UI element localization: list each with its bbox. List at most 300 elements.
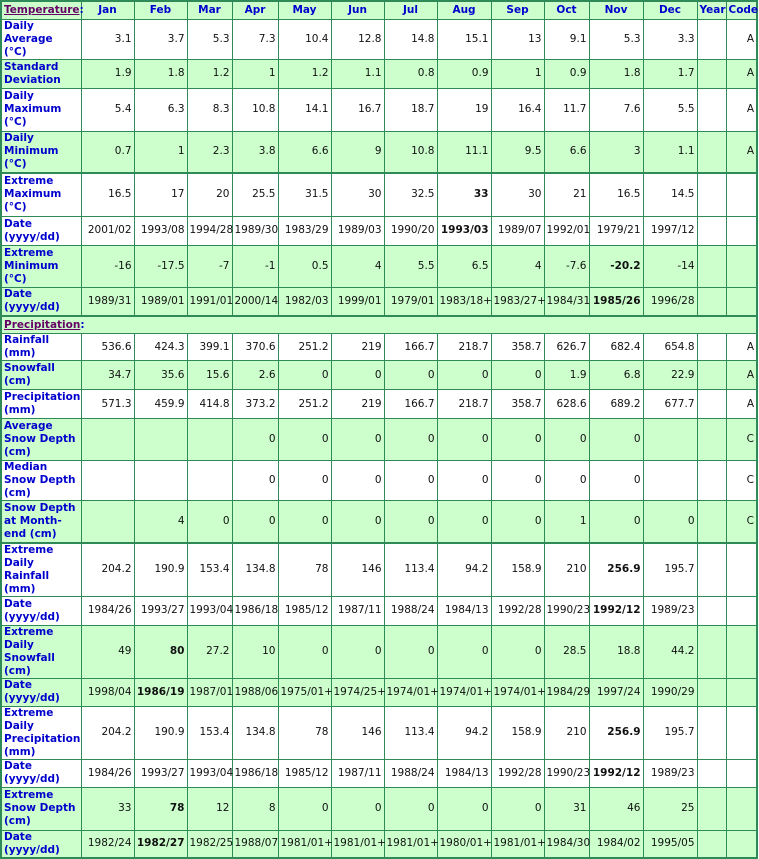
cell-feb: 80 — [134, 625, 187, 678]
cell-jul: 10.8 — [384, 131, 437, 173]
cell-code: A — [726, 19, 757, 59]
cell-sep: 0 — [491, 419, 544, 461]
cell-apr: 1989/30 — [232, 216, 278, 245]
cell-aug: 1984/13 — [437, 596, 491, 625]
cell-code: A — [726, 390, 757, 419]
cell-sep: 1992/28 — [491, 759, 544, 787]
cell-jul: 0 — [384, 361, 437, 390]
cell-year — [697, 245, 726, 287]
cell-year — [697, 461, 726, 501]
cell-year — [697, 390, 726, 419]
section-precipitation-header — [1, 316, 757, 334]
cell-jan: -16 — [81, 245, 134, 287]
cell-dec: 1.1 — [643, 131, 697, 173]
cell-aug: 15.1 — [437, 19, 491, 59]
month-header-dec: Dec — [643, 1, 697, 19]
row-label-daily-average-c: Daily Average (°C) — [1, 19, 81, 59]
cell-feb: 190.9 — [134, 543, 187, 597]
cell-code — [726, 759, 757, 787]
cell-dec: 25 — [643, 787, 697, 830]
cell-nov: 5.3 — [589, 19, 643, 59]
cell-may: 251.2 — [278, 334, 331, 361]
cell-jul: 1979/01 — [384, 287, 437, 316]
cell-code — [726, 678, 757, 706]
cell-dec — [643, 419, 697, 461]
cell-jan: 1989/31 — [81, 287, 134, 316]
cell-year — [697, 131, 726, 173]
cell-feb: 459.9 — [134, 390, 187, 419]
cell-aug: 0 — [437, 787, 491, 830]
cell-jul: 0 — [384, 787, 437, 830]
table-row — [1, 787, 757, 830]
cell-aug: 1974/01+ — [437, 678, 491, 706]
cell-oct: 21 — [544, 173, 589, 216]
cell-jul: 0 — [384, 625, 437, 678]
cell-jun: 9 — [331, 131, 384, 173]
cell-jun: 0 — [331, 787, 384, 830]
cell-apr: 3.8 — [232, 131, 278, 173]
cell-aug: 0 — [437, 625, 491, 678]
cell-code — [726, 245, 757, 287]
colon: : — [79, 3, 84, 16]
table-row — [1, 361, 757, 390]
cell-year — [697, 19, 726, 59]
cell-jan: 5.4 — [81, 88, 134, 131]
cell-jun: 30 — [331, 173, 384, 216]
cell-jul: 1990/20 — [384, 216, 437, 245]
cell-may: 0 — [278, 361, 331, 390]
cell-dec: 1997/12 — [643, 216, 697, 245]
cell-year — [697, 173, 726, 216]
cell-mar: 1993/04 — [187, 759, 232, 787]
cell-dec: 3.3 — [643, 19, 697, 59]
cell-oct: 6.6 — [544, 131, 589, 173]
table-row — [1, 173, 757, 216]
cell-oct: 1984/30 — [544, 830, 589, 858]
cell-feb: 1986/19 — [134, 678, 187, 706]
cell-sep: 158.9 — [491, 543, 544, 597]
cell-jan: 1984/26 — [81, 759, 134, 787]
cell-jan: 204.2 — [81, 543, 134, 597]
cell-feb: 424.3 — [134, 334, 187, 361]
cell-aug: 1983/18+ — [437, 287, 491, 316]
cell-may: 31.5 — [278, 173, 331, 216]
cell-apr: 10 — [232, 625, 278, 678]
cell-feb: 1.8 — [134, 59, 187, 88]
cell-oct: 1 — [544, 501, 589, 543]
cell-aug: 1980/01+ — [437, 830, 491, 858]
row-label-extreme-daily-precipitation-mm: Extreme Daily Precipitation (mm) — [1, 706, 81, 759]
cell-sep: 1983/27+ — [491, 287, 544, 316]
cell-apr: 373.2 — [232, 390, 278, 419]
cell-aug: 6.5 — [437, 245, 491, 287]
cell-sep: 0 — [491, 625, 544, 678]
cell-nov: 0 — [589, 501, 643, 543]
cell-sep: 4 — [491, 245, 544, 287]
cell-oct: 1992/01 — [544, 216, 589, 245]
cell-aug: 0 — [437, 419, 491, 461]
cell-mar: 1994/28 — [187, 216, 232, 245]
cell-apr: 0 — [232, 501, 278, 543]
cell-sep: 1989/07 — [491, 216, 544, 245]
cell-nov: 3 — [589, 131, 643, 173]
cell-jul: 1974/01+ — [384, 678, 437, 706]
cell-aug: 0 — [437, 361, 491, 390]
cell-code — [726, 216, 757, 245]
cell-aug: 94.2 — [437, 543, 491, 597]
header-row — [1, 1, 757, 19]
row-label-extreme-snow-depth-cm: Extreme Snow Depth (cm) — [1, 787, 81, 830]
cell-may: 0 — [278, 787, 331, 830]
cell-feb: 78 — [134, 787, 187, 830]
cell-jun: 1981/01+ — [331, 830, 384, 858]
cell-jul: 1988/24 — [384, 759, 437, 787]
cell-dec: 195.7 — [643, 543, 697, 597]
cell-oct: 0 — [544, 419, 589, 461]
cell-may: 6.6 — [278, 131, 331, 173]
cell-sep: 358.7 — [491, 390, 544, 419]
cell-apr: 7.3 — [232, 19, 278, 59]
cell-oct: 11.7 — [544, 88, 589, 131]
cell-may: 251.2 — [278, 390, 331, 419]
cell-nov: 256.9 — [589, 543, 643, 597]
cell-jan: 536.6 — [81, 334, 134, 361]
row-label-extreme-daily-snowfall-cm: Extreme Daily Snowfall (cm) — [1, 625, 81, 678]
cell-nov: 1992/12 — [589, 596, 643, 625]
temperature-link[interactable]: Temperature — [4, 3, 80, 16]
cell-jun: 1987/11 — [331, 759, 384, 787]
cell-nov: 1985/26 — [589, 287, 643, 316]
cell-year — [697, 678, 726, 706]
row-label-rainfall-mm: Rainfall (mm) — [1, 334, 81, 361]
cell-oct: 1984/29 — [544, 678, 589, 706]
cell-year — [697, 334, 726, 361]
table-row — [1, 419, 757, 461]
cell-may: 10.4 — [278, 19, 331, 59]
month-header-jan: Jan — [81, 1, 134, 19]
cell-apr: 134.8 — [232, 706, 278, 759]
cell-jun: 16.7 — [331, 88, 384, 131]
cell-aug: 19 — [437, 88, 491, 131]
cell-apr: 1 — [232, 59, 278, 88]
month-header-jul: Jul — [384, 1, 437, 19]
cell-jun: 12.8 — [331, 19, 384, 59]
row-label-daily-minimum-c: Daily Minimum (°C) — [1, 131, 81, 173]
cell-jan: 49 — [81, 625, 134, 678]
row-label-median-snow-depth-cm: Median Snow Depth (cm) — [1, 461, 81, 501]
cell-oct: 628.6 — [544, 390, 589, 419]
cell-mar: 1982/25 — [187, 830, 232, 858]
table-row — [1, 706, 757, 759]
month-header-sep: Sep — [491, 1, 544, 19]
cell-mar — [187, 419, 232, 461]
cell-mar: 20 — [187, 173, 232, 216]
cell-jan — [81, 461, 134, 501]
cell-may: 0 — [278, 625, 331, 678]
table-row — [1, 245, 757, 287]
row-label-date-yyyy-dd: Date (yyyy/dd) — [1, 216, 81, 245]
section-temperature-header — [1, 1, 84, 19]
cell-nov: 682.4 — [589, 334, 643, 361]
cell-feb — [134, 461, 187, 501]
month-header-aug: Aug — [437, 1, 491, 19]
cell-sep: 0 — [491, 787, 544, 830]
table-row — [1, 390, 757, 419]
cell-apr: 10.8 — [232, 88, 278, 131]
cell-mar: 153.4 — [187, 543, 232, 597]
cell-mar: 15.6 — [187, 361, 232, 390]
cell-nov: 256.9 — [589, 706, 643, 759]
cell-jun: 1999/01 — [331, 287, 384, 316]
cell-oct: 0.9 — [544, 59, 589, 88]
cell-jun: 0 — [331, 461, 384, 501]
cell-jan: 16.5 — [81, 173, 134, 216]
cell-jul: 18.7 — [384, 88, 437, 131]
cell-apr: 2000/14 — [232, 287, 278, 316]
cell-mar: 0 — [187, 501, 232, 543]
cell-dec: 1996/28 — [643, 287, 697, 316]
cell-oct: 626.7 — [544, 334, 589, 361]
cell-may: 0 — [278, 419, 331, 461]
cell-aug: 0.9 — [437, 59, 491, 88]
cell-jul: 113.4 — [384, 706, 437, 759]
cell-jan: 1.9 — [81, 59, 134, 88]
cell-may: 0 — [278, 501, 331, 543]
cell-jan — [81, 419, 134, 461]
cell-jan: 3.1 — [81, 19, 134, 59]
cell-year — [697, 287, 726, 316]
cell-may: 78 — [278, 706, 331, 759]
cell-code — [726, 596, 757, 625]
cell-code: C — [726, 419, 757, 461]
cell-sep: 30 — [491, 173, 544, 216]
cell-jul: 166.7 — [384, 390, 437, 419]
cell-nov: 16.5 — [589, 173, 643, 216]
cell-code: A — [726, 361, 757, 390]
cell-oct: -7.6 — [544, 245, 589, 287]
cell-sep: 1 — [491, 59, 544, 88]
row-label-date-yyyy-dd: Date (yyyy/dd) — [1, 287, 81, 316]
cell-aug: 218.7 — [437, 390, 491, 419]
cell-mar: 1993/04 — [187, 596, 232, 625]
cell-nov: 1997/24 — [589, 678, 643, 706]
cell-may: 1981/01+ — [278, 830, 331, 858]
cell-jan: 34.7 — [81, 361, 134, 390]
cell-oct: 31 — [544, 787, 589, 830]
cell-jul: 113.4 — [384, 543, 437, 597]
row-label-extreme-minimum-c: Extreme Minimum (°C) — [1, 245, 81, 287]
cell-jun: 1987/11 — [331, 596, 384, 625]
cell-code: A — [726, 59, 757, 88]
cell-code: A — [726, 334, 757, 361]
cell-jul: 1988/24 — [384, 596, 437, 625]
cell-aug: 1993/03 — [437, 216, 491, 245]
cell-may: 1985/12 — [278, 596, 331, 625]
cell-year — [697, 59, 726, 88]
cell-jul: 0.8 — [384, 59, 437, 88]
cell-jul: 0 — [384, 501, 437, 543]
cell-dec: 1989/23 — [643, 759, 697, 787]
cell-code: C — [726, 501, 757, 543]
table-row — [1, 830, 757, 858]
cell-year — [697, 759, 726, 787]
cell-dec: 44.2 — [643, 625, 697, 678]
cell-apr: 1986/18 — [232, 596, 278, 625]
row-label-date-yyyy-dd: Date (yyyy/dd) — [1, 596, 81, 625]
table-row — [1, 216, 757, 245]
cell-code: C — [726, 461, 757, 501]
cell-jun: 1989/03 — [331, 216, 384, 245]
cell-feb: 35.6 — [134, 361, 187, 390]
cell-nov: 0 — [589, 461, 643, 501]
cell-dec: 1989/23 — [643, 596, 697, 625]
cell-mar: 27.2 — [187, 625, 232, 678]
cell-mar: 399.1 — [187, 334, 232, 361]
cell-oct: 0 — [544, 461, 589, 501]
cell-year — [697, 787, 726, 830]
cell-nov: 1.8 — [589, 59, 643, 88]
row-label-standard-deviation: Standard Deviation — [1, 59, 81, 88]
cell-nov: 689.2 — [589, 390, 643, 419]
cell-feb: 1993/27 — [134, 596, 187, 625]
cell-jan: 571.3 — [81, 390, 134, 419]
table-row — [1, 287, 757, 316]
cell-jun: 0 — [331, 419, 384, 461]
cell-mar: 1987/01 — [187, 678, 232, 706]
cell-nov: 18.8 — [589, 625, 643, 678]
cell-mar: 1991/01 — [187, 287, 232, 316]
cell-apr: 1986/18 — [232, 759, 278, 787]
cell-year — [697, 419, 726, 461]
cell-sep: 0 — [491, 461, 544, 501]
table-row — [1, 88, 757, 131]
cell-mar: 1.2 — [187, 59, 232, 88]
cell-may: 1.2 — [278, 59, 331, 88]
cell-may: 1975/01+ — [278, 678, 331, 706]
year-header: Year — [697, 1, 726, 19]
cell-sep: 16.4 — [491, 88, 544, 131]
cell-jul: 0 — [384, 419, 437, 461]
row-label-average-snow-depth-cm: Average Snow Depth (cm) — [1, 419, 81, 461]
table-row — [1, 59, 757, 88]
cell-year — [697, 625, 726, 678]
cell-year — [697, 543, 726, 597]
precipitation-section — [1, 316, 757, 858]
cell-apr: 2.6 — [232, 361, 278, 390]
cell-feb: 1 — [134, 131, 187, 173]
cell-dec: 677.7 — [643, 390, 697, 419]
cell-dec: 1.7 — [643, 59, 697, 88]
cell-dec: 1990/29 — [643, 678, 697, 706]
cell-apr: 1988/07 — [232, 830, 278, 858]
cell-feb: -17.5 — [134, 245, 187, 287]
cell-jan: 33 — [81, 787, 134, 830]
row-label-extreme-daily-rainfall-mm: Extreme Daily Rainfall (mm) — [1, 543, 81, 597]
cell-jul: 5.5 — [384, 245, 437, 287]
cell-jun: 146 — [331, 543, 384, 597]
cell-feb: 1993/27 — [134, 759, 187, 787]
cell-feb: 1993/08 — [134, 216, 187, 245]
table-row — [1, 678, 757, 706]
cell-may: 78 — [278, 543, 331, 597]
cell-jan: 1998/04 — [81, 678, 134, 706]
cell-apr: -1 — [232, 245, 278, 287]
row-label-daily-maximum-c: Daily Maximum (°C) — [1, 88, 81, 131]
table-row — [1, 625, 757, 678]
code-header: Code — [726, 1, 757, 19]
cell-jun: 219 — [331, 390, 384, 419]
cell-year — [697, 501, 726, 543]
cell-jun: 0 — [331, 625, 384, 678]
cell-aug: 0 — [437, 461, 491, 501]
cell-jun: 0 — [331, 361, 384, 390]
cell-dec — [643, 461, 697, 501]
cell-mar: 5.3 — [187, 19, 232, 59]
cell-code: A — [726, 131, 757, 173]
cell-mar: 414.8 — [187, 390, 232, 419]
cell-feb: 1989/01 — [134, 287, 187, 316]
cell-feb: 1982/27 — [134, 830, 187, 858]
cell-year — [697, 596, 726, 625]
cell-apr: 370.6 — [232, 334, 278, 361]
cell-nov: 1979/21 — [589, 216, 643, 245]
table-row — [1, 19, 757, 59]
table-row — [1, 596, 757, 625]
cell-dec: -14 — [643, 245, 697, 287]
table-row — [1, 759, 757, 787]
row-label-date-yyyy-dd: Date (yyyy/dd) — [1, 678, 81, 706]
cell-dec: 654.8 — [643, 334, 697, 361]
cell-sep: 0 — [491, 361, 544, 390]
row-label-date-yyyy-dd: Date (yyyy/dd) — [1, 759, 81, 787]
cell-aug: 218.7 — [437, 334, 491, 361]
cell-jan: 204.2 — [81, 706, 134, 759]
cell-jun: 146 — [331, 706, 384, 759]
cell-may: 0 — [278, 461, 331, 501]
cell-nov: -20.2 — [589, 245, 643, 287]
cell-nov: 7.6 — [589, 88, 643, 131]
row-label-precipitation-mm: Precipitation (mm) — [1, 390, 81, 419]
month-header-apr: Apr — [232, 1, 278, 19]
cell-year — [697, 361, 726, 390]
cell-code — [726, 625, 757, 678]
cell-code — [726, 287, 757, 316]
cell-sep: 158.9 — [491, 706, 544, 759]
cell-jun: 0 — [331, 501, 384, 543]
cell-jun: 1.1 — [331, 59, 384, 88]
cell-jun: 1974/25+ — [331, 678, 384, 706]
cell-oct: 1.9 — [544, 361, 589, 390]
cell-code: A — [726, 88, 757, 131]
table-row — [1, 543, 757, 597]
table-row — [1, 131, 757, 173]
cell-sep: 358.7 — [491, 334, 544, 361]
cell-aug: 11.1 — [437, 131, 491, 173]
month-header-mar: Mar — [187, 1, 232, 19]
precipitation-link[interactable]: Precipitation — [4, 318, 81, 331]
cell-may: 1983/29 — [278, 216, 331, 245]
row-label-snow-depth-at-month-end-cm: Snow Depth at Month-end (cm) — [1, 501, 81, 543]
month-header-jun: Jun — [331, 1, 384, 19]
cell-mar: 153.4 — [187, 706, 232, 759]
cell-code — [726, 543, 757, 597]
cell-may: 0.5 — [278, 245, 331, 287]
cell-oct: 9.1 — [544, 19, 589, 59]
cell-may: 1985/12 — [278, 759, 331, 787]
row-label-extreme-maximum-c: Extreme Maximum (°C) — [1, 173, 81, 216]
cell-oct: 1990/23 — [544, 759, 589, 787]
cell-jan: 1984/26 — [81, 596, 134, 625]
